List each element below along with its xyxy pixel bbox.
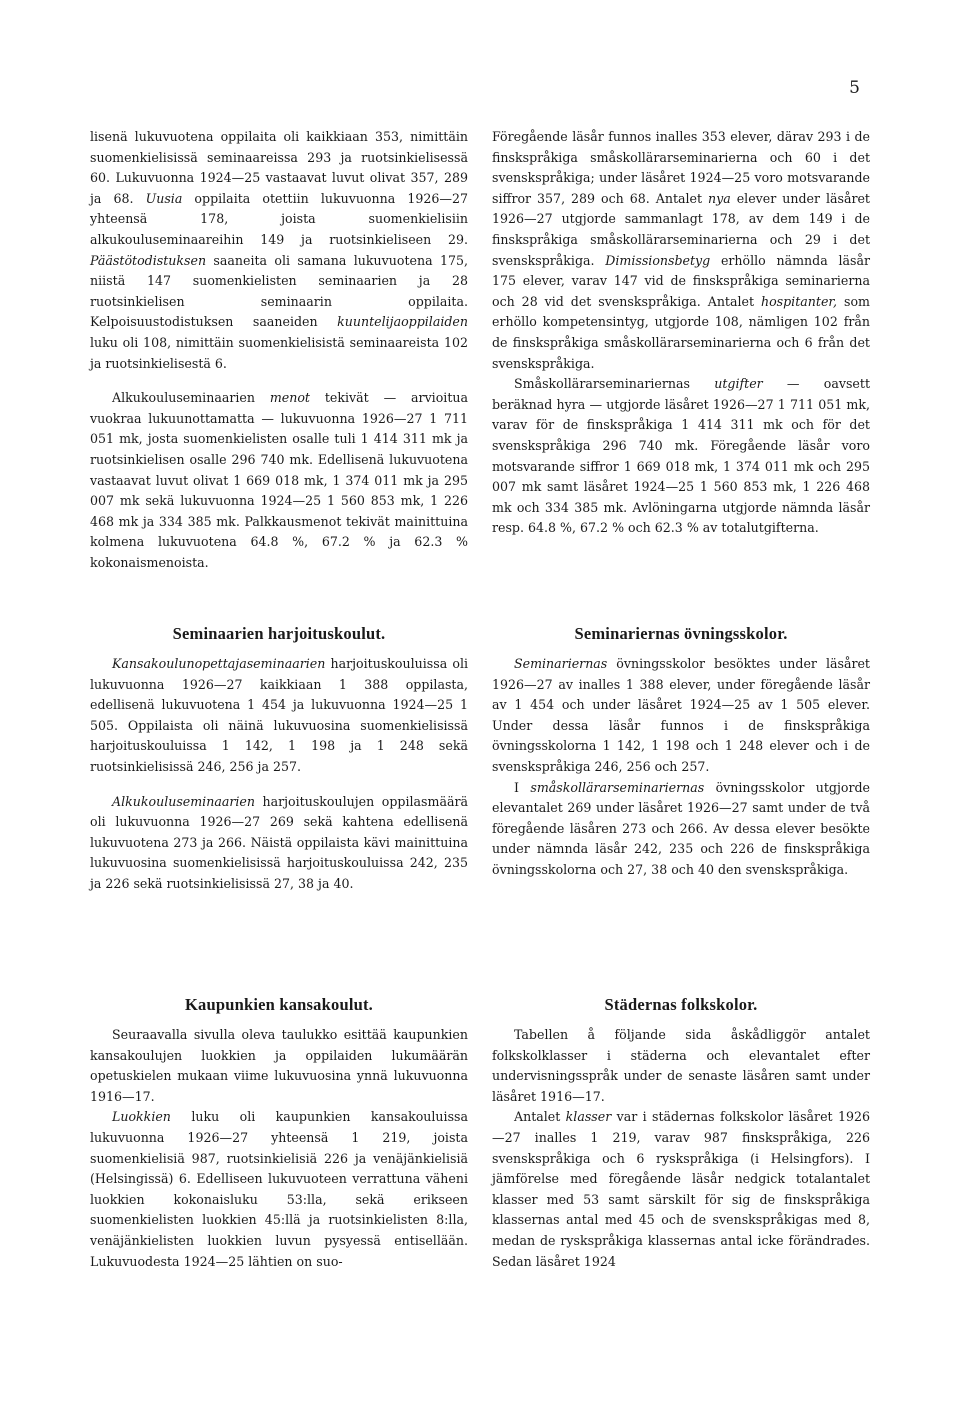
right-block-3	[492, 993, 870, 1272]
paragraph: Antalet klasser var i städernas folkskolor läsåret 1926—27 inalles 1 219, varav 987 finskspråkiga, 226 svenskspråkiga och 6 ryskspråkiga (i Helsingfors). I jämförelse med föregående läsår nedgick totalantalet klasser med 53 samt särskilt för sig de finskspråkiga klassernas antal med 45 och de svenskspråkigas med 8, medan de ryskspråkiga klassernas antal icke förändrades. Sedan läsåret 1924	[492, 1109, 870, 1269]
paragraph: Seminariernas övningsskolor besöktes under läsåret 1926—27 av inalles 1 388 elever, under föregående läsår av 1 454 och under läsåret 1924—25 av 1 505 elever. Under dessa läsår funnos i de finskspråkiga övningsskolorna 1 142, 1 198 och 1 248 elever och i de svenskspråkiga 246, 256 och 257.	[492, 656, 870, 774]
paragraph: Småskollärarseminariernas utgifter — oavsett beräknad hyra — utgjorde läsåret 1926—27 1 711 051 mk, varav för de finskspråkiga 1 414 311 mk och för det svenskspråkiga 296 740 mk. Föregående läsår voro motsvarande siffror 1 669 018 mk, 1 374 011 mk och 295 007 mk samt läsåret 1924—25 1 560 853 mk, 1 226 468 mk och 334 385 mk. Avlöningarna utgjorde nämnda läsår resp. 64.8 %, 67.2 % och 62.3 % av totalutgifterna.	[492, 376, 870, 536]
paragraph: Alkukouluseminaarien menot tekivät — arvioitua vuokraa lukuunottamatta — lukuvuonna 1926—27 1 711 051 mk, josta suomenkielisten osalle tuli 1 414 311 mk ja ruotsinkielisen osalle 296 740 mk. Edellisenä lukuvuotena vastaavat luvut olivat 1 669 018 mk, 1 374 011 mk ja 295 007 mk sekä lukuvuonna 1924—25 1 560 853 mk, 1 226 468 mk ja 334 385 mk. Palkkausmenot tekivät mainittuina kolmena lukuvuotena 64.8 %, 67.2 % ja 62.3 % kokonaismenoista.	[90, 390, 468, 570]
paragraph: lisenä lukuvuotena oppilaita oli kaikkiaan 353, nimittäin suomenkielisissä seminaareissa 293 ja ruotsinkielisessä 60. Lukuvuonna 1924—25 vastaavat luvut olivat 357, 289 ja 68. Uusia oppilaita otettiin lukuvuonna 1926—27 yhteensä 178, joista suomenkielisiin alkukouluseminaareihin 149 ja ruotsinkieliseen 29. Päästötodistuksen saaneita oli samana lukuvuotena 175, niistä 147 suomenkielisten seminaarien ja 28 ruotsinkielisen seminaarin oppilaita. Kelpoisuustodistuksen saaneiden kuuntelijaoppilaiden luku oli 108, nimittäin suomenkielisistä seminaareista 102 ja ruotsinkielisestä 6.	[90, 129, 468, 371]
left-block-1	[90, 127, 468, 573]
section-heading: Seminaarien harjoituskoulut.	[172, 624, 386, 643]
section-heading: Seminariernas övningsskolor.	[574, 624, 788, 643]
section-heading: Städernas folkskolor.	[604, 995, 758, 1014]
right-block-1	[492, 127, 870, 539]
page-number: 5	[849, 78, 860, 98]
paragraph: Alkukouluseminaarien harjoituskoulujen oppilasmäärä oli lukuvuonna 1926—27 269 sekä kahtena edellisenä lukuvuotena 273 ja 266. Näistä oppilaista kävi mainittuina lukuvuosina suomenkielisissä harjoituskouluissa 242, 235 ja 226 sekä ruotsinkielisissä 27, 38 ja 40.	[90, 793, 468, 891]
paragraph: Tabellen å följande sida åskådliggör antalet folkskolklasser i städerna och elevantalet efter undervisningsspråk under de senaste läsåren samt under läsåret 1916—17.	[492, 1027, 870, 1104]
paragraph: Luokkien luku oli kaupunkien kansakouluissa lukuvuonna 1926—27 yhteensä 1 219, joista suomenkielisiä 987, ruotsinkielisiä 226 ja venäjänkielisiä (Helsingissä) 6. Edelliseen lukuvuoteen verrattuna väheni luokkien kokonaisluku 53:lla, sekä erikseen suomenkielisten luokkien 45:llä ja ruotsinkielisten 8:lla, venäjänkielisten luokkien luvun pysyessä entisellään. Lukuvuodesta 1924—25 lähtien on suo-	[90, 1109, 468, 1269]
paragraph: I småskollärarseminariernas övningsskolor utgjorde elevantalet 269 under läsåret 1926—27 samt under de två föregående läsåren 273 och 266. Av dessa elever besökte under nämnda läsår 242, 235 och 226 de finskspråkiga övningsskolorna och 27, 38 och 40 den svenskspråkiga.	[492, 779, 870, 877]
paragraph: Seuraavalla sivulla oleva taulukko esittää kaupunkien kansakoulujen luokkien ja oppilaiden lukumäärän opetuskielen mukaan viime lukuvuosina ynnä lukuvuonna 1916—17.	[90, 1027, 468, 1104]
left-block-2	[90, 622, 468, 895]
paragraph: Kansakoulunopettajaseminaarien harjoituskouluissa oli lukuvuonna 1926—27 kaikkiaan 1 388 oppilasta, edellisenä lukuvuotena 1 454 ja lukuvuonna 1924—25 1 505. Oppilaista oli näinä lukuvuosina suomenkielisissä harjoituskouluissa 1 142, 1 198 ja 1 248 sekä ruotsinkielisissä 246, 256 ja 257.	[90, 656, 468, 774]
section-heading: Kaupunkien kansakoulut.	[184, 995, 374, 1014]
left-block-3	[90, 993, 468, 1272]
right-block-2	[492, 622, 870, 881]
paragraph: Föregående läsår funnos inalles 353 elever, därav 293 i de finskspråkiga småskollärarseminarierna och 60 i det svenskspråkiga; under läsåret 1924—25 voro motsvarande siffror 357, 289 och 68. Antalet nya elever under läsåret 1926—27 utgjorde sammanlagt 178, av dem 149 i de finskspråkiga småskollärarseminarierna och 29 i det svenskspråkiga. Dimissionsbetyg erhöllo nämnda läsår 175 elever, varav 147 vid de finskspråkiga seminarierna och 28 vid det svenskspråkiga. Antalet hospitanter, som erhöllo kompetensintyg, utgjorde 108, nämligen 102 från de finskspråkiga småskollärarseminarierna och 6 från det svenskspråkiga.	[492, 129, 870, 371]
